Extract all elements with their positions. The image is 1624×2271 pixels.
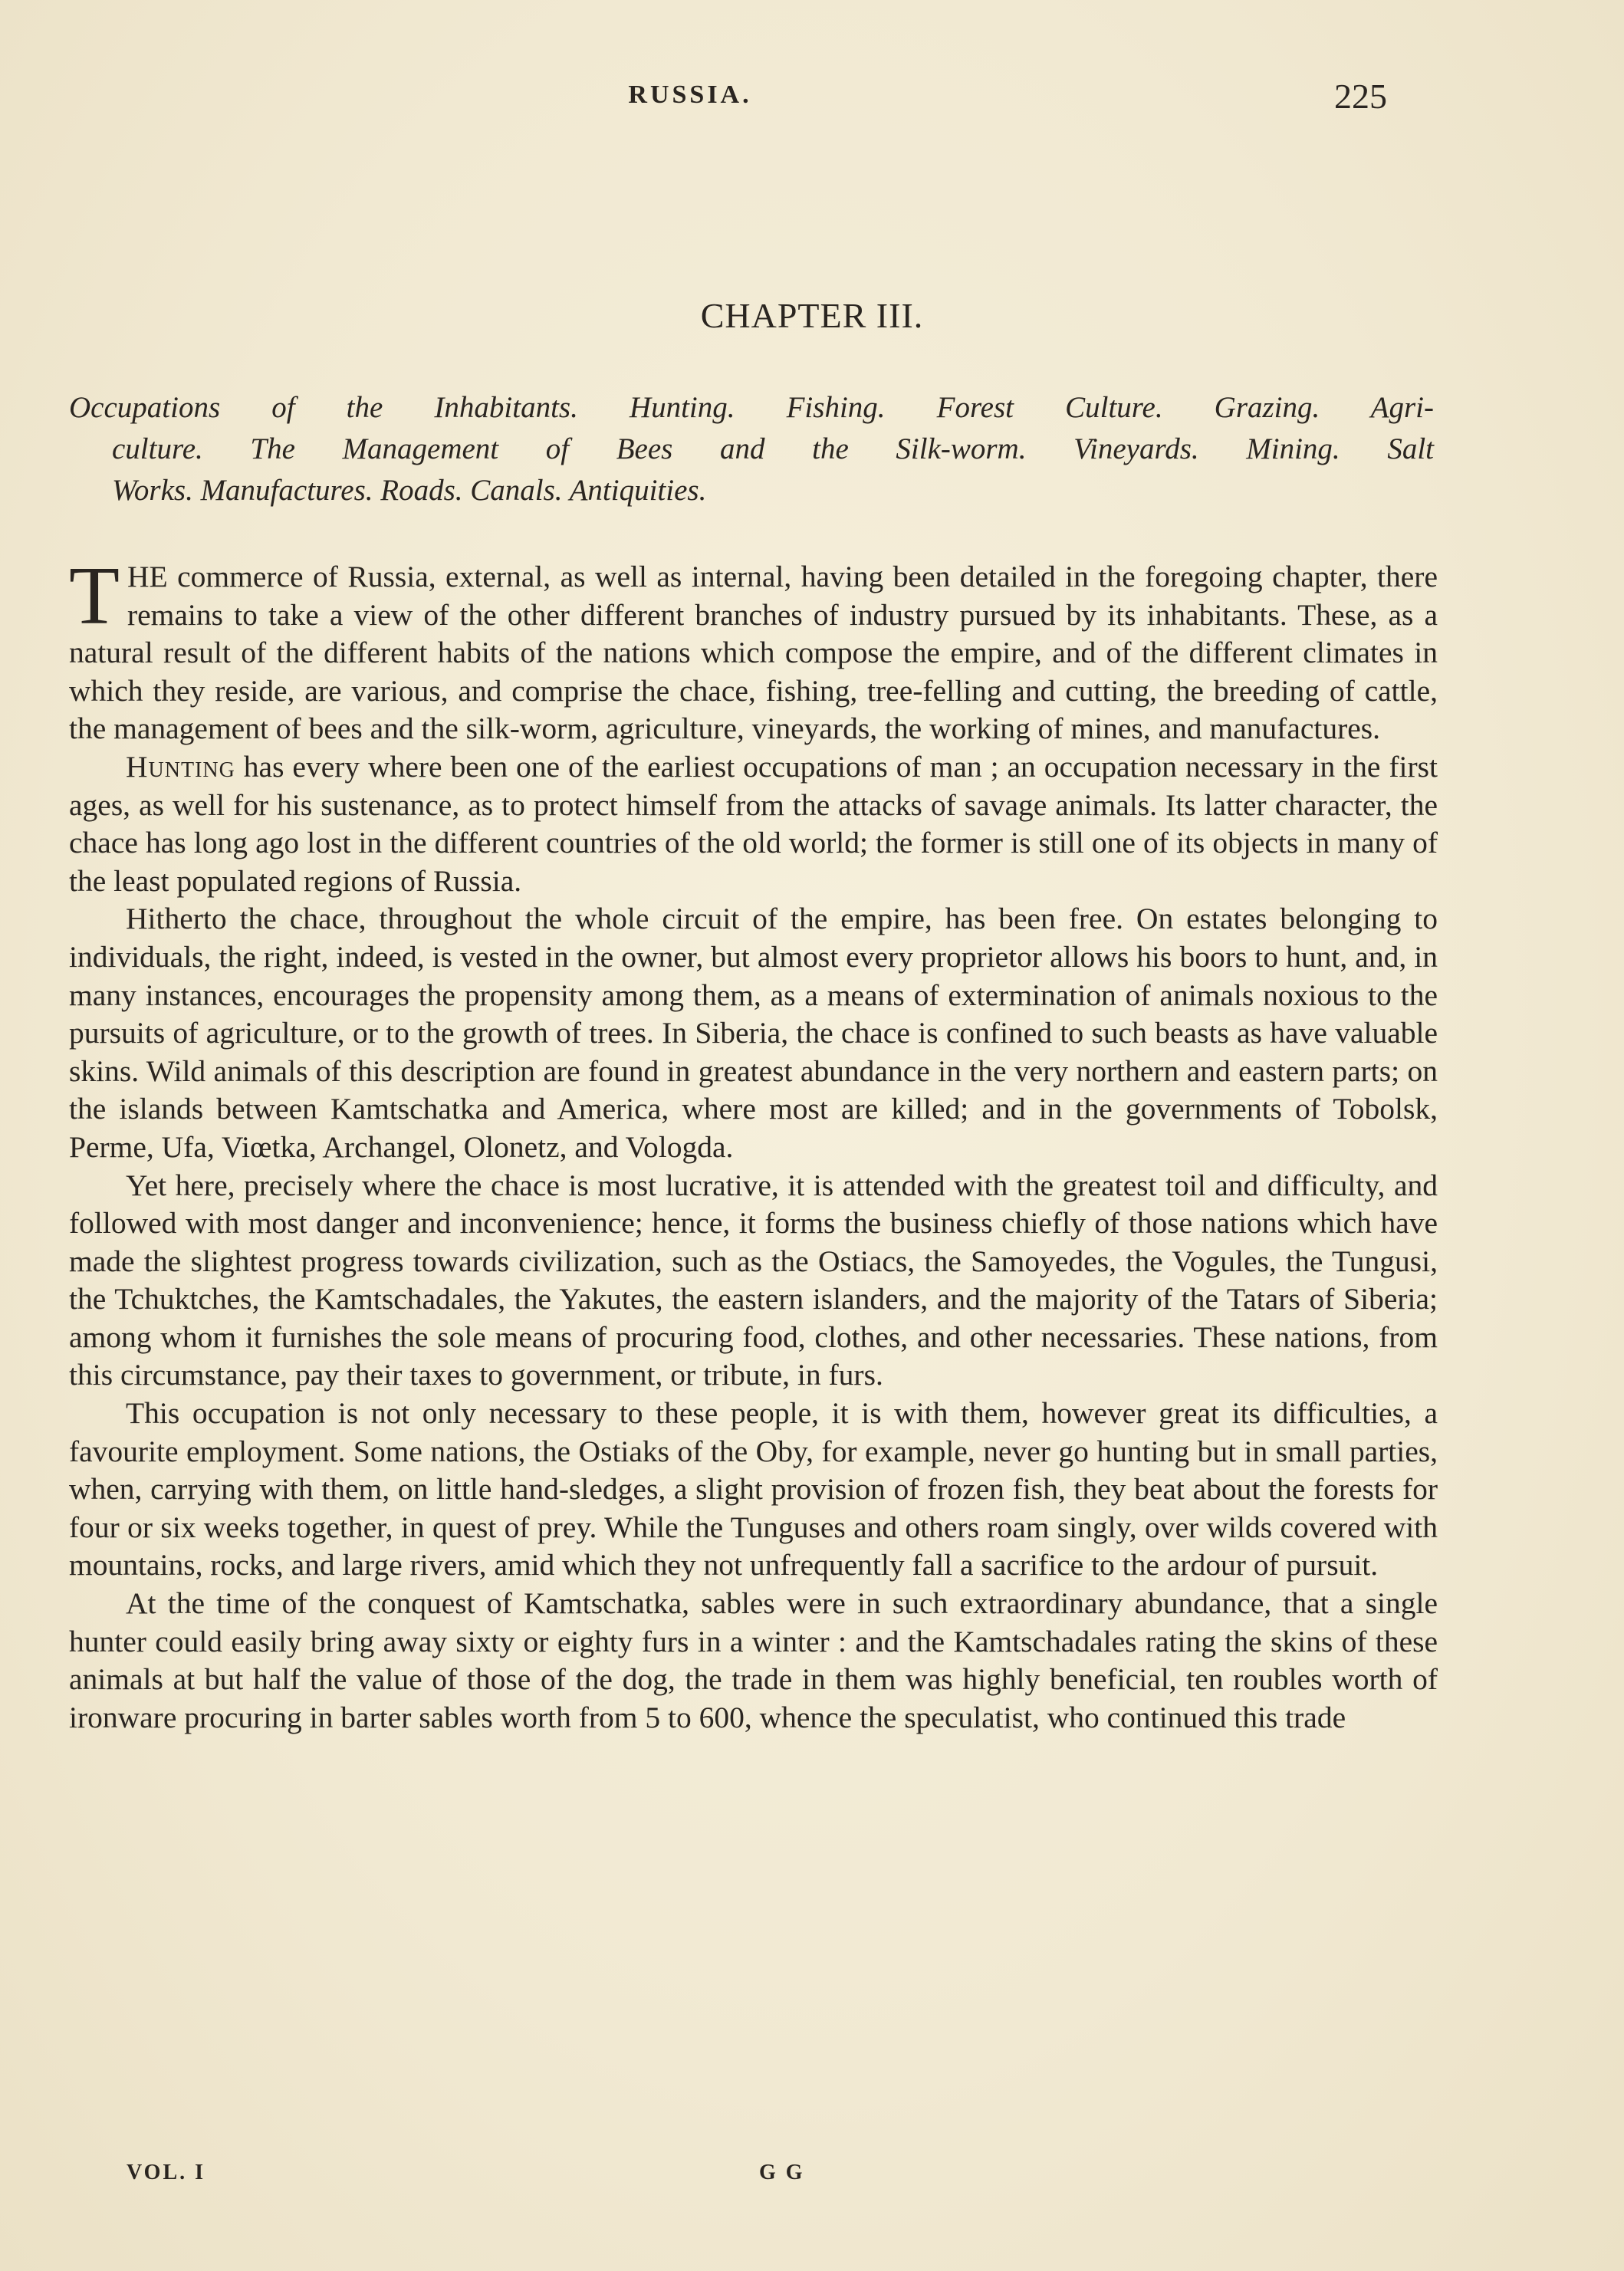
chapter-synopsis (69, 387, 1434, 511)
page-footer (0, 2161, 1624, 2199)
volume-mark: VOL. I (127, 2161, 206, 2184)
running-title: RUSSIA. (628, 81, 752, 109)
chapter-title: CHAPTER III. (700, 296, 924, 335)
body-text (69, 550, 1438, 1737)
paragraph (69, 748, 1438, 900)
section-lead-word: Hunting (126, 749, 235, 784)
paragraph (69, 550, 1438, 748)
page-number: 225 (1334, 77, 1387, 116)
drop-cap: T (69, 550, 120, 642)
synopsis-line: Works. Manufactures. Roads. Canals. Antiquities. (112, 474, 707, 507)
paragraph: At the time of the conquest of Kamtschatka, sables were in such extraordinary abundance, that a single hunter could easily bring away sixty or eighty furs in a winter : and the Kamtschadales rating the skins of these animals at but half the value of those of the dog, the trade in them was highly beneficial, ten roubles worth of ironware procuring in barter sables worth from 5 to 600, whence the speculatist, who continued this trade (69, 1586, 1438, 1734)
paragraph: Yet here, precisely where the chace is most lucrative, it is attended with the greatest toil and difficulty, and followed with most danger and inconvenience; hence, it forms the business chiefly of those nations which have made the slightest progress towards civilization, such as the Ostiacs, the Samoyedes, the Vogules, the Tungusi, the Tchuktches, the Kamtschadales, the Yakutes, the eastern islanders, and the majority of the Tatars of Siberia; among whom it furnishes the sole means of procuring food, clothes, and other necessaries. These nations, from this circumstance, pay their taxes to government, or tribute, in furs. (69, 1168, 1438, 1392)
signature-mark: G G (759, 2161, 805, 2184)
paragraph-text: HE commerce of Russia, external, as well as internal, having been detailed in the foregoing chapter, there remains to take a view of the other different branches of industry pursued by its inhabitants. These, as a natural result of the different habits of the nations which compose the empire, and of the different climates in which they reside, are various, and comprise the chace, fishing, tree-felling and cutting, the breeding of cattle, the management of bees and the silk-worm, agriculture, vineyards, the working of mines, and manufactures. (69, 560, 1438, 746)
paragraph: This occupation is not only necessary to these people, it is with them, however great its difficulties, a favourite employment. Some nations, the Ostiaks of the Oby, for example, never go hunting but in small parties, when, carrying with them, on little hand-sledges, a slight provision of frozen fish, they beat about the forests for four or six weeks together, in quest of prey. While the Tunguses and others roam singly, over wilds covered with mountains, rocks, and large rivers, amid which they not unfrequently fall a sacrifice to the ardour of pursuit. (69, 1396, 1438, 1582)
paragraph: Hitherto the chace, throughout the whole circuit of the empire, has been free. On estates belonging to individuals, the right, indeed, is vested in the owner, but almost every proprietor allows his boors to hunt, and, in many instances, encourages the propensity among them, as a means of extermination of animals noxious to the pursuits of agriculture, or to the growth of trees. In Siberia, the chace is confined to such beasts as have valuable skins. Wild animals of this description are found in greatest abundance in the very northern and eastern parts; on the islands between Kamtschatka and America, where most are killed; and in the governments of Tobolsk, Perme, Ufa, Viœtka, Archangel, Olonetz, and Vologda. (69, 902, 1438, 1164)
running-head (0, 77, 1624, 127)
synopsis-line: Occupations of the Inhabitants. Hunting. Fishing. Forest Culture. Grazing. Agri- (69, 391, 1434, 424)
paragraph-text: has every where been one of the earliest occupations of man ; an occupation necessary in the first ages, as well for his sustenance, as to protect himself from the attacks of savage animals. Its latter character, the chace has long ago lost in the different countries of the old world; the former is still one of its objects in many of the least populated regions of Russia. (69, 749, 1438, 898)
synopsis-line: culture. The Management of Bees and the Silk-worm. Vineyards. Mining. Salt (112, 432, 1434, 465)
